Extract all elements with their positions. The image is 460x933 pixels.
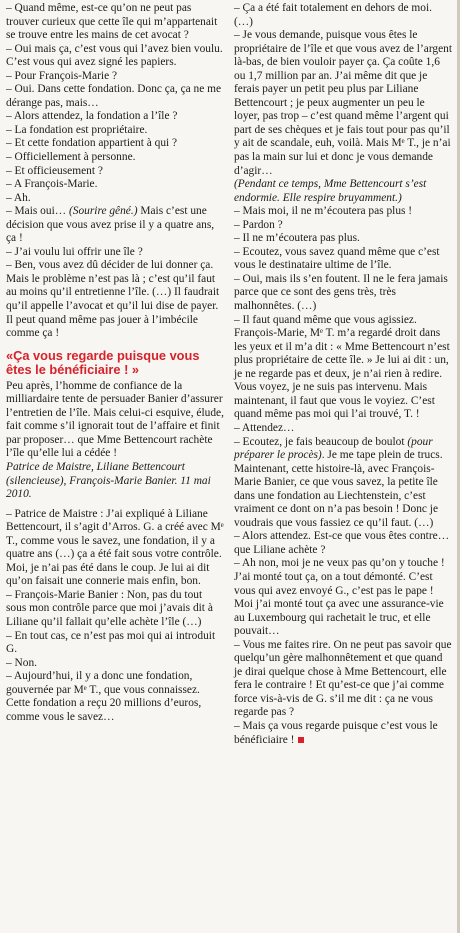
line-text: – Aujourd’hui, il y a donc une fondation, gouvernée par Mᵉ T., que vous connaissez. Cette fondation a reçu 20 millions d’euros, comme vous le savez… [6,670,202,723]
line-text: – Ah. [6,191,31,204]
line-text: – Oui. Dans cette fondation. Donc ça, ça ne me dérange pas, mais… [6,83,222,109]
scene-caption: Patrice de Maistre, Liliane Bettencourt (silencieuse), François-Marie Banier. 11 mai 2010. [6,460,211,501]
dialogue-line [6,178,225,192]
line-text: – François-Marie Banier : Non, pas du tout sous mon contrôle parce que moi j’avais dit à Liliane qu’il fallait qu’elle achète l’île (…) [6,588,213,628]
line-text: – Ben, vous avez dû décider de lui donner ça. Mais le problème n’est pas là ; c’est qu’il faut au moins qu’il entretienne l’île. (…) Il faudrait qu’il appelle l’avocat et qu’il lui dise de payer. Il peut quand même pas jouer à l’imbécile comme ça ! [6,259,220,340]
dialogue-line [6,508,225,589]
right-column [234,2,453,747]
dialogue-line [234,639,453,720]
line-text: – Ah non, moi je ne veux pas qu’on y touche ! J’ai monté tout ça, on a tout démonté. C’est vous qui avez envoyé G., c’est pas le pape ! Moi j’ai monté tout ça avec une assurance-vie au Luxembourg qui rachetait le truc, et elle pouvait… [234,557,445,638]
dialogue-line [234,557,453,638]
line-text: – Et cette fondation appartient à qui ? [6,137,178,150]
line-text: – Mais moi, il ne m’écoutera pas plus ! [234,205,413,218]
dialogue-line [6,246,225,260]
dialogue-block-1 [6,2,225,341]
dialogue-line [6,83,225,110]
line-text: – En tout cas, ce n’est pas moi qui ai introduit G. [6,629,216,656]
dialogue-line [234,273,453,314]
line-text: – Attendez… [234,421,295,434]
dialogue-block-3 [234,2,453,747]
stage-direction: (Pendant ce temps, Mme Bettencourt s’est endormie. Elle respire bruyamment.) [234,178,427,204]
article-end-mark [298,737,304,743]
line-text: – J’ai voulu lui offrir une île ? [6,245,143,258]
dialogue-line [234,530,453,557]
line-text: – Mais oui… [6,205,69,218]
dialogue-line [234,436,453,531]
line-text: – Pardon ? [234,218,283,231]
dialogue-line [234,232,453,246]
dialogue-line [234,205,453,219]
pull-quote: «Ça vous regarde puisque vous êtes le bénéficiaire ! » [6,347,200,378]
line-text: – Vous me faites rire. On ne peut pas savoir que quelqu’un gère malhonnêtement et que quand je dirai quelque chose à Mme Bettencourt, elle fera le contraire ! Et qu’est-ce que j’ai comme force vis-à-vis de G. s’il me dit : ça ne vous regarde pas ? [234,638,452,719]
line-text: – Oui mais ça, c’est vous qui l’avez bien voulu. C’est vous qui avez signé les papiers. [6,42,223,69]
line-text: – Il faut quand même que vous agissiez. François-Marie, Mᵉ T. m’a regardé droit dans les yeux et il m’a dit : « Mme Bettencourt n’est plus propriétaire de cette île. » Je lui ai dit : un, je ne regarde pas et deux, je n’ai rien à redire. Vous voyez, je ne suis pas intervenu. Mais maintenant, il faut que vous le voyiez. C’est quand même pas moi qui l’ai trouvé, T. ! [234,313,450,421]
line-text: – Ça a été fait totalement en dehors de moi. (…) [234,2,433,28]
line-text: – Non. [6,656,38,669]
line-text-continued: . Je me tape plein de trucs. Maintenant, cette histoire-là, avec François-Marie Banier, ce que vous savez, la petite île dans une fondation au Liechtenstein, c’est vraiment ce dont on n’a pas besoin ! Donc je voudrais que vous fassiez ce qu’il faut. (…) [234,449,443,529]
dialogue-line [6,589,225,630]
line-text: – Pour François-Marie ? [6,69,118,82]
dialogue-line [234,178,453,205]
line-text: – Je vous demande, puisque vous êtes le propriétaire de l’île et que vous avez de l’argent là-bas, de bien vouloir payer ça. Ça coûte 1,6 ou 1,7 million par an. J’ai même dit que je ferais payer un petit peu plus par Liliane Bettencourt ; je peux augmenter un peu le loyer, pas trop – c’est quand même l’argent qui part de ses chèques et je fais tout pour pas qu’il y ait de scandale, euh, voilà. Mais Mᵉ T., je n’ai pas la main sur lui et donc je vous demande d’agir… [234,29,453,177]
dialogue-line [6,151,225,165]
dialogue-line [6,205,225,246]
dialogue-line [6,43,225,70]
dialogue-line [234,246,453,273]
line-text: – Ecoutez, je fais beaucoup de boulot [234,435,408,448]
dialogue-line [234,29,453,178]
dialogue-line [234,422,453,436]
line-text: – Mais ça vous regarde puisque c’est vous le bénéficiaire ! [234,719,438,746]
dialogue-line [6,165,225,179]
left-column [6,2,225,724]
line-text: – Oui, mais ils s’en foutent. Il ne le fera jamais parce que ce sont des gens très, très malhonnêtes. (…) [234,272,448,313]
line-text: – Officiellement à personne. [6,151,136,164]
line-text-continued: Mais c’est une décision que vous avez prise il y a quatre ans, ça ! [6,205,215,245]
line-text: – Ecoutez, vous savez quand même que c’est vous le destinataire ultime de l’île. [234,245,440,272]
dialogue-line [6,657,225,671]
stage-direction: (pour préparer le procès) [234,435,433,462]
dialogue-line [6,124,225,138]
dialogue-line [234,720,453,747]
dialogue-line [6,670,225,724]
line-text: – Patrice de Maistre : J’ai expliqué à Liliane Bettencourt, il s’agit d’Arros. G. a créé avec Mᵉ T., comme vous le savez, une fondation, il y a quatre ans (…) ça a été fait sous votre contrôle. Moi, je n’ai pas été dans le coup. Je lui ai dit qu’on faisait une connerie mais enfin, bon. [6,507,224,588]
dialogue-line [234,314,453,422]
line-text: – Et officieusement ? [6,164,103,177]
dialogue-block-2 [6,508,225,725]
dialogue-line [6,259,225,340]
dialogue-line [234,219,453,233]
dialogue-line [6,192,225,206]
line-text: – La fondation est propriétaire. [6,123,148,136]
dialogue-line [6,2,225,43]
dialogue-line [6,137,225,151]
line-text: – A François-Marie. [6,178,98,191]
dialogue-line [6,70,225,84]
dialogue-line [234,2,453,29]
line-text: – Il ne m’écoutera pas plus. [234,232,360,245]
line-text: – Alors attendez, la fondation a l’île ? [6,110,178,123]
dialogue-line [6,630,225,657]
intro-paragraph: Peu après, l’homme de confiance de la milliardaire tente de persuader Banier d’assurer l’entretien de l’île. Mais celui-ci esquive, élude, fait comme s’il ignorait tout de l’affaire et finit par proposer… que Mme Bettencourt rachète l’île qu’elle lui a cédée ! [6,379,224,460]
line-text: – Quand même, est-ce qu’on ne peut pas trouver curieux que cette île qui m’appartenait se trouve entre les mains de cet avocat ? [6,2,218,42]
dialogue-line [6,110,225,124]
line-text: – Alors attendez. Est-ce que vous êtes contre… que Liliane achète ? [234,530,450,556]
stage-direction: (Sourire gêné.) [68,205,138,218]
